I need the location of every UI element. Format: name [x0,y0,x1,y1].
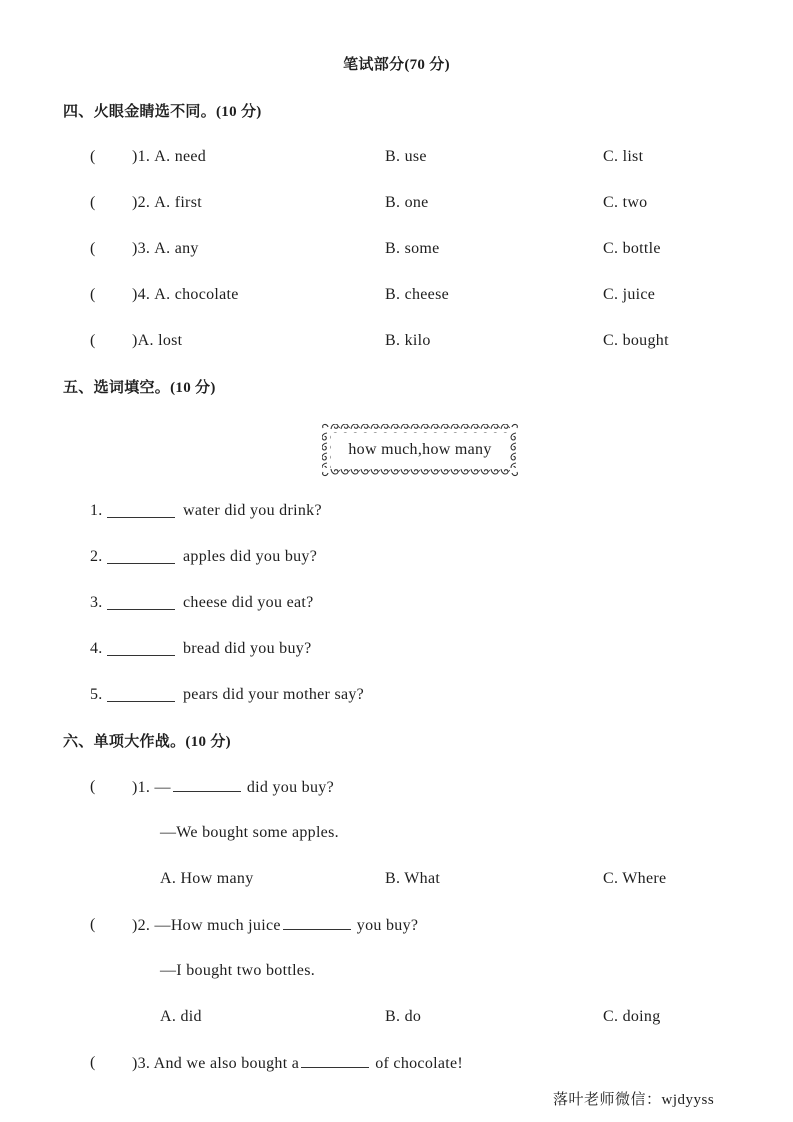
question-prefix: )3. And we also bought a [132,1055,300,1072]
fill-in-row [0,501,793,521]
dialogue-reply: —I bought two bottles. [160,962,316,979]
choice-row [0,147,793,167]
answer-bracket: ( [90,332,96,349]
answer-bracket: ( [90,286,96,303]
question-option-a [132,331,182,351]
reply-row [0,961,793,981]
question-suffix: of chocolate! [375,1055,464,1072]
section-6-heading: 六、单项大作战。(10 分) [63,734,231,750]
answer-bracket: ( [90,1054,96,1071]
option-b: B. What [385,870,441,887]
answer-blank [173,777,241,792]
question-number: )3. [132,240,151,257]
question-number: 3. [90,594,103,611]
option-b: B. one [385,194,429,211]
choice-row [0,331,793,351]
answer-blank [301,1053,369,1068]
question-prefix: )1. — [132,779,171,796]
option-a: A. How many [160,870,254,887]
answer-bracket: ( [90,194,96,211]
answer-bracket: ( [90,778,96,795]
question-text: pears did your mother say? [183,686,365,703]
question-prefix: )2. —How much juice [132,917,281,934]
question-number: 4. [90,640,103,657]
question-option-a [132,239,199,259]
question-number: )2. [132,194,151,211]
choice-row [0,285,793,305]
option-b: B. cheese [385,286,450,303]
question-number: )1. [132,148,151,165]
mc-question-row [0,777,793,797]
question-number: 1. [90,502,103,519]
question-option-a [132,147,206,167]
footer-watermark: 落叶老师微信：wjdyyss [553,1092,715,1108]
word-bank-box [320,422,520,478]
dialogue-reply: —We bought some apples. [160,824,339,841]
answer-blank [283,915,351,930]
question-suffix: did you buy? [246,779,334,796]
answer-bracket: ( [90,148,96,165]
answer-blank [107,549,175,564]
question-line [132,777,334,797]
answer-blank [107,503,175,518]
question-text: bread did you buy? [183,640,312,657]
page-title: 笔试部分(70 分) [343,57,450,73]
answer-bracket: ( [90,240,96,257]
answer-blank [107,595,175,610]
choice-row [0,239,793,259]
question-option-a [132,193,202,213]
option-a: A. lost [137,332,183,349]
reply-row [0,823,793,843]
question-suffix: you buy? [356,917,419,934]
question-number: ) [132,332,138,349]
question-number: 5. [90,686,103,703]
choice-row [0,193,793,213]
question-text: cheese did you eat? [183,594,314,611]
answer-bracket: ( [90,916,96,933]
question-text: apples did you buy? [183,548,318,565]
question-option-a [132,285,239,305]
section-4-heading: 四、火眼金睛选不同。(10 分) [63,104,262,120]
option-c: C. bottle [603,240,661,257]
fill-in-row [0,639,793,659]
option-c: C. list [603,148,644,165]
option-c: C. Where [603,870,667,887]
option-c: C. juice [603,286,656,303]
mc-question-row [0,915,793,935]
option-b: B. kilo [385,332,431,349]
fill-in-row [0,593,793,613]
option-a: A. any [154,240,199,257]
fill-in-row [0,685,793,705]
answer-blank [107,687,175,702]
option-b: B. some [385,240,440,257]
option-a: A. chocolate [154,286,239,303]
option-a: A. need [154,148,207,165]
question-number: )4. [132,286,151,303]
option-a: A. did [160,1008,202,1025]
options-row [0,869,793,889]
question-number: 2. [90,548,103,565]
option-c: C. bought [603,332,669,349]
question-text: water did you drink? [183,502,322,519]
word-bank-text: how much,how many [348,441,492,458]
option-a: A. first [154,194,202,211]
question-line [132,1053,463,1073]
fill-in-row [0,547,793,567]
mc-question-row [0,1053,793,1073]
option-b: B. use [385,148,427,165]
answer-blank [107,641,175,656]
option-b: B. do [385,1008,422,1025]
option-c: C. doing [603,1008,661,1025]
section-5-heading: 五、选词填空。(10 分) [63,380,216,396]
option-c: C. two [603,194,648,211]
options-row [0,1007,793,1027]
question-line [132,915,418,935]
